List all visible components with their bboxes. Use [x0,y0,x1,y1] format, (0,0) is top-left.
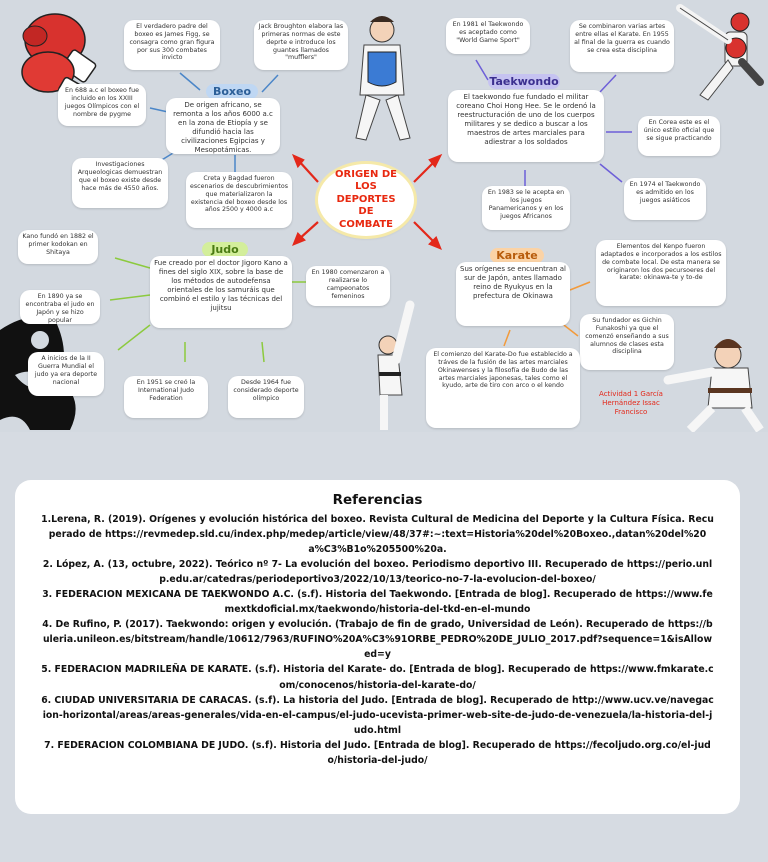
center-title [318,164,414,236]
taekwondo-corea-box: En Corea este es el único estilo oficial que se sigue practicando [638,116,720,156]
taekwondo-1981-box: En 1981 el Taekwondo es aceptado como "World Game Sport" [446,18,530,54]
judo-title: Judo [202,242,248,257]
boxeo-broughton-box: Jack Broughton elabora las primeras normas de este deprte e introduce los guantes llamados "mufflers" [254,20,348,70]
taekwondo-1974-box: En 1974 el Taekwondo es admitido en los juegos asiáticos [624,178,706,220]
karate-kid-icon [668,339,760,430]
karate-fundador-box: Su fundador es Gichin Funakoshi ya que el comenzó enseñando a sus alumnos de clases esta disciplina [580,314,674,370]
references-card [15,480,740,814]
reference-item-7: 7. FEDERACION COLOMBIANA DE JUDO. (s.f). Historia del Judo. [Entrada de blog]. Recuperado de https://fecoljudo.org.co/el-judo/historia-del-judo/ [44,739,711,766]
karate-comienzo-box: El comienzo del Karate-Do fue establecido a tráves de la fusión de las artes marciales Okinawenses y la filosofía de Budo de las artes marciales japonesas, tales como el kyudo, arte de tiro con arco o el kendo [426,348,580,428]
karate-title: Karate [490,248,544,263]
karate-kenpo-box: Elementos del Kenpo fueron adaptados e incorporados a los estilos de combate local. De esta manera se originaron los dos pecursoeres del karate: okinawa-te y to-de [596,240,726,306]
reference-item-6: 6. CIUDAD UNIVERSITARIA DE CARACAS. (s.f). La historia del Judo. [Entrada de blog]. Recuperado de http://www.ucv.ve/navegacion-horizontal/areas/areas-generales/vida-en-el-campus/el-judo-ucevista-primer-web-site-de-judo-de-venezuela/la-historia-del-judo.html [41,694,714,736]
karate-kicker-icon [378,305,410,430]
judo-1951-box: En 1951 se creó la International Judo Federation [124,376,208,418]
judo-main-box: Fue creado por el doctor Jigoro Kano a fines del siglo XIX, sobre la base de los métodos de autodefensa orientales de los samuráis que combinó el estilo y las técnicas del jujitsu [150,256,292,328]
boxeo-main-box: De origen africano, se remonta a los años 6000 a.c en la zona de Etiopía y se difundió hacia las civilizaciones Egipcias y Mesopotámicas. [166,98,280,154]
boxeo-figg-box: El verdadero padre del boxeo es James Figg, se consagra como gran figura por sus 300 combates invicto [124,20,220,70]
taekwondo-combinaron-box: Se combinaron varias artes entre ellas el Karate. En 1955 al final de la guerra es cuando se crea esta disciplina [570,20,674,72]
reference-item-5: 5. FEDERACION MADRILEÑA DE KARATE. (s.f). Historia del Karate- do. [Entrada de blog]. Recuperado de https://www.fmkarate.com/conocenos/historia-del-karate-do/ [41,664,714,691]
references-title: Referencias [332,492,423,508]
center-title-text: ORIGEN DE LOS DEPORTES DE COMBATE [335,168,397,230]
taekwondo-title: Taekwondo [489,75,559,88]
reference-item-1: 1.Lerena, R. (2019). Orígenes y evolución histórica del boxeo. Revista Cultural de Medicina del Deporte y la Cultura Física. Recuperado de https://revmedep.sld.cu/index.php/medep/article/view/48/37#:~:text=Historia%20del%20Boxeo.,datan%20del%20a%C3%B1o%205500%20a. [41,514,714,556]
judo-1890-box: En 1890 ya se encontraba el judo en Japón y se hizo popular [20,290,100,324]
boxeo-688-box: En 688 a.c el boxeo fue incluido en los XXIII juegos Olímpicos con el nombre de pygme [58,84,146,126]
reference-item-2: 2. López, A. (13, octubre, 2022). Teórico nº 7- La evolución del boxeo. Periodismo deportivo III. Recuperado de https://perio.unlp.edu.ar/catedras/periodeportivo3/2022/10/13/teorico-no-7-la-evolucion-del-boxeo/ [42,559,713,586]
judo-1964-box: Desde 1964 fue considerado deporte olímpico [228,376,304,418]
boxeo-investigaciones-box: Investigaciones Arqueologicas demuestran que el boxeo existe desde hace más de 4550 años. [72,158,168,208]
reference-item-4: 4. De Rufino, P. (2017). Taekwondo: origen y evolución. (Trabajo de fin de grado, Universidad de León). Recuperado de https://buleria.unileon.es/bitstream/handle/10612/7963/RUFINO%20A%C3%91ORBE_PEDRO%20DE_JULIO_2017.pdf?sequence=1&isAllowed=y [42,619,713,661]
taekwondo-main-box: El taekwondo fue fundado el militar coreano Choi Hong Hee. Se le ordenó la reestructuración de uno de los cuerpos militares y se dedico a buscar a los maestros de artes marciales para adiestrar a los soldados [448,90,604,162]
judo-guerra-box: A inicios de la II Guerra Mundial el judo ya era deporte nacional [28,352,104,396]
karate-main-box: Sus orígenes se encuentran al sur de Japón, antes llamado reino de Ryukyus en la prefectura de Okinawa [456,262,570,326]
judo-1980-box: En 1980 comenzaron a realizarse lo campeonatos femeninos [306,266,390,306]
reference-item-3: 3. FEDERACION MEXICANA DE TAEKWONDO A.C. (s.f). Historia del Taekwondo. [Entrada de blog]. Recuperado de https://www.femextkdoficial.mx/taekwondo/historia-del-tkd-en-el-mundo [42,589,713,616]
taekwondo-1983-box: En 1983 se le acepta en los juegos Panamericanos y en los juegos Africanos [482,186,570,230]
boxeo-creta-box: Creta y Bagdad fueron escenarios de descubrimientos que materializaron la existencia del boxeo desde los años 2500 y 4000 a.c [186,172,292,228]
boxeo-title: Boxeo [206,84,258,99]
taekwondo-kicker-icon [680,8,760,100]
taekwondo-fighter-icon [356,16,410,140]
author-credit: Actividad 1 García Hernández Issac Francisco [599,390,663,416]
judo-kodokan-box: Kano fundó en 1882 el primer kodokan en Shitaya [18,230,98,264]
